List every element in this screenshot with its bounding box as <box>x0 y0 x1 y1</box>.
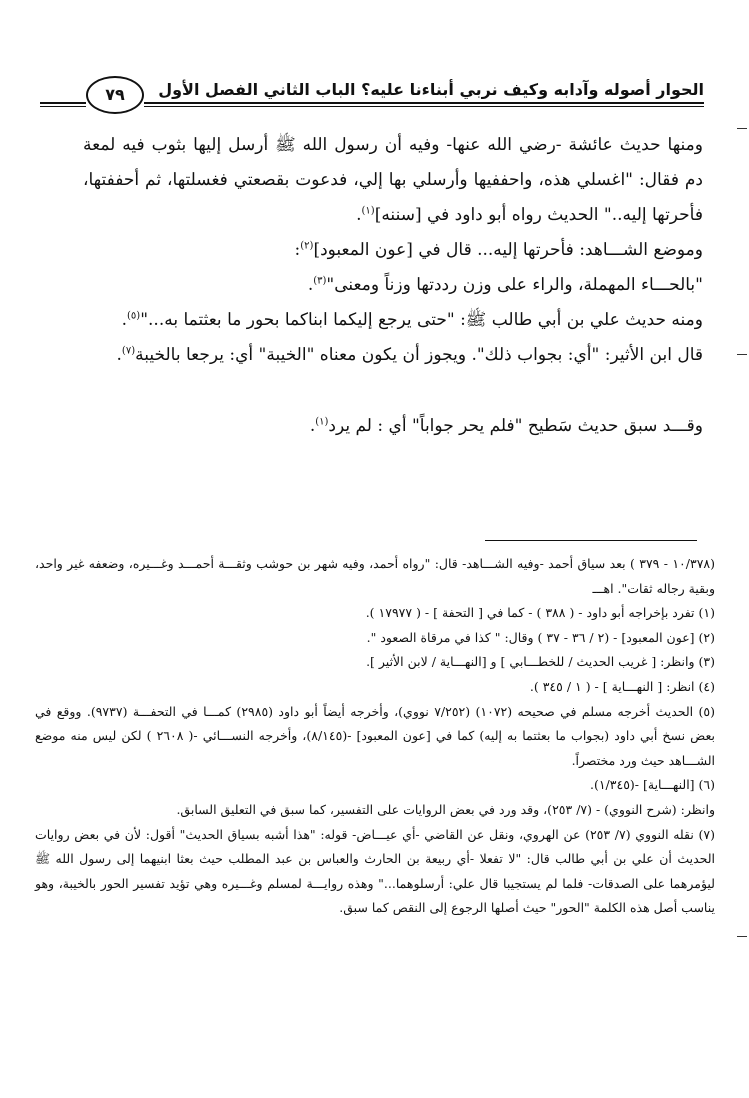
footnote: (١) تفرد بإخراجه أبو داود - ( ٣٨٨ ) - كما في [ التحفة ] - ( ١٧٩٧٧ ). <box>365 605 715 621</box>
paragraph-text: ومنه حديث علي بن أبي طالب ﷺ: "حتى يرجع إليكما ابناكما بحور ما بعثتما به..." <box>140 310 703 330</box>
spacer <box>83 373 703 409</box>
footnote: وانظر: (شرح النووي) - (٧/ ٢٥٣)، وقد ورد في بعض الروايات على التفسير، كما سبق في التعليق السابق. <box>176 801 715 817</box>
paragraph-text: "بالحـــاء المهملة، والراء على وزن رددتها وزناً ومعنى" <box>326 275 703 295</box>
footnote: (١٠/٣٧٨ - ٣٧٩ ) بعد سياق أحمد -وفيه الشـــاهد- قال: "رواه أحمد، وفيه شهر بن حوشب وثقـــة أحمـــد وغـــيره، وضعفه غير واحد، وبقية رجاله ثقات". اهـــ <box>35 556 716 596</box>
paragraph-text: قال ابن الأثير: "أي: بجواب ذلك". ويجوز أن يكون معناه "الخيبة" أي: يرجعا بالخيبة <box>135 345 703 365</box>
footnote-ref: (٥) <box>127 310 141 322</box>
paragraph: ومنها حديث عائشة -رضي الله عنها- وفيه أن رسول الله ﷺ أرسل إليها بثوب فيه لمعة دم فقال: "اغسلي هذه، واحففيها وأرسلي بها إلي، فدعوت بقصعتي فغسلتها، ثم أحففتها، فأحرتها إليه.." الحديث رواه أبو داود في [سننه]$^{(١)}$. <box>83 135 703 225</box>
footnote-separator <box>485 540 697 541</box>
footnote: (٧) نقله النووي (٧/ ٢٥٣) عن الهروي، ونقل عن القاضي -أي عيـــاض- قوله: "هذا أشبه بسياق الحديث" أقول: لأن في بعض روايات الحديث أن علي بن أبي طالب قال: "لا تفعلا -أي ربيعة بن الحارث والعباس بن عبد المطلب حيث بعثا ابنيهما إلى رسول الله ﷺ ليؤمرهما على الصدقات- فلما لم يستجيبا قال علي: أرسلوهما..." وهذه روايـــة لمسلم وغـــيره وهي تؤيد تفسير الحور بالخيبة، وهو يناسب أصل هذه الكلمة "الحور" حيث أصلها الرجوع إلى النقص كما سبق. <box>35 826 716 916</box>
paragraph-text: وموضع الشـــاهد: فأحرتها إليه... قال في [عون المعبود] <box>313 240 703 260</box>
footnotes <box>35 552 715 921</box>
footnote: (٥) الحديث أخرجه مسلم في صحيحه (١٠٧٢) (٧/٢٥٢ نووي)، وأخرجه أيضاً أبو داود (٢٩٨٥) كمـــا في التحفـــة (٩٧٣٧). ووقع في بعض نسخ أبي داود (بجواب ما بعثتما به إليه) كما في [عون المعبود] -(٨/١٤٥)، وأخرجه النســـائي -( ٢٦٠٨ ) لكن ليس منه موضع الشـــاهد حيث ورد مختصراً. <box>35 703 716 768</box>
footnote-ref: (٢) <box>300 240 314 252</box>
page-number-rule <box>40 102 86 107</box>
page-header <box>40 76 704 116</box>
paragraph-text: ومنها حديث عائشة -رضي الله عنها- وفيه أن رسول الله ﷺ أرسل إليها بثوب فيه لمعة دم فقال: "اغسلي هذه، واحففيها وأرسلي بها إلي، فدعوت بقصعتي فغسلتها، ثم أحففتها، فأحرتها إليه.." الحديث رواه أبو داود في [سننه] <box>83 135 703 225</box>
paragraph: ومنه حديث علي بن أبي طالب ﷺ: "حتى يرجع إليكما ابناكما بحور ما بعثتما به..."$^{(٥)}$. <box>121 310 703 330</box>
paragraph: "بالحـــاء المهملة، والراء على وزن رددتها وزناً ومعنى"$^{(٣)}$. <box>307 275 703 295</box>
paragraph-text: وقـــد سبق حديث سَطيح "فلم يحر جواباً" أي : لم يرد <box>328 416 703 436</box>
margin-mark <box>737 354 747 355</box>
footnote-ref: (١) <box>361 205 375 217</box>
paragraph: وقـــد سبق حديث سَطيح "فلم يحر جواباً" أي : لم يرد$^{(١)}$. <box>309 416 703 436</box>
page-number: ٧٩ <box>86 76 144 114</box>
running-title: الحوار أصوله وآدابه وكيف نربي أبناءنا عليه؟ الباب الثاني الفصل الأول <box>158 80 704 99</box>
header-rule <box>144 102 704 107</box>
margin-mark <box>737 128 747 129</box>
footnote-ref: (٧) <box>121 345 136 357</box>
footnote: (٢) [عون المعبود] - (٢ / ٣٦ - ٣٧ ) وقال: " كذا في مرقاة الصعود ". <box>366 629 715 645</box>
footnote-ref: (٣) <box>313 275 327 287</box>
footnote: (٤) انظر: [ النهـــاية ] - ( ١ / ٣٤٥ ). <box>529 678 715 694</box>
margin-mark <box>737 936 747 937</box>
main-text <box>83 128 703 444</box>
footnote-ref: (١) <box>315 416 329 428</box>
paragraph: وموضع الشـــاهد: فأحرتها إليه... قال في [عون المعبود]$^{(٢)}$: <box>294 240 703 260</box>
footnote: (٦) [النهـــاية] -(١/٣٤٥). <box>589 777 715 793</box>
footnote: (٣) وانظر: [ غريب الحديث / للخطـــابي ] و [النهـــاية / لابن الأثير ]. <box>366 654 715 670</box>
paragraph: قال ابن الأثير: "أي: بجواب ذلك". ويجوز أن يكون معناه "الخيبة" أي: يرجعا بالخيبة$^{(٧)}$. <box>116 345 703 365</box>
